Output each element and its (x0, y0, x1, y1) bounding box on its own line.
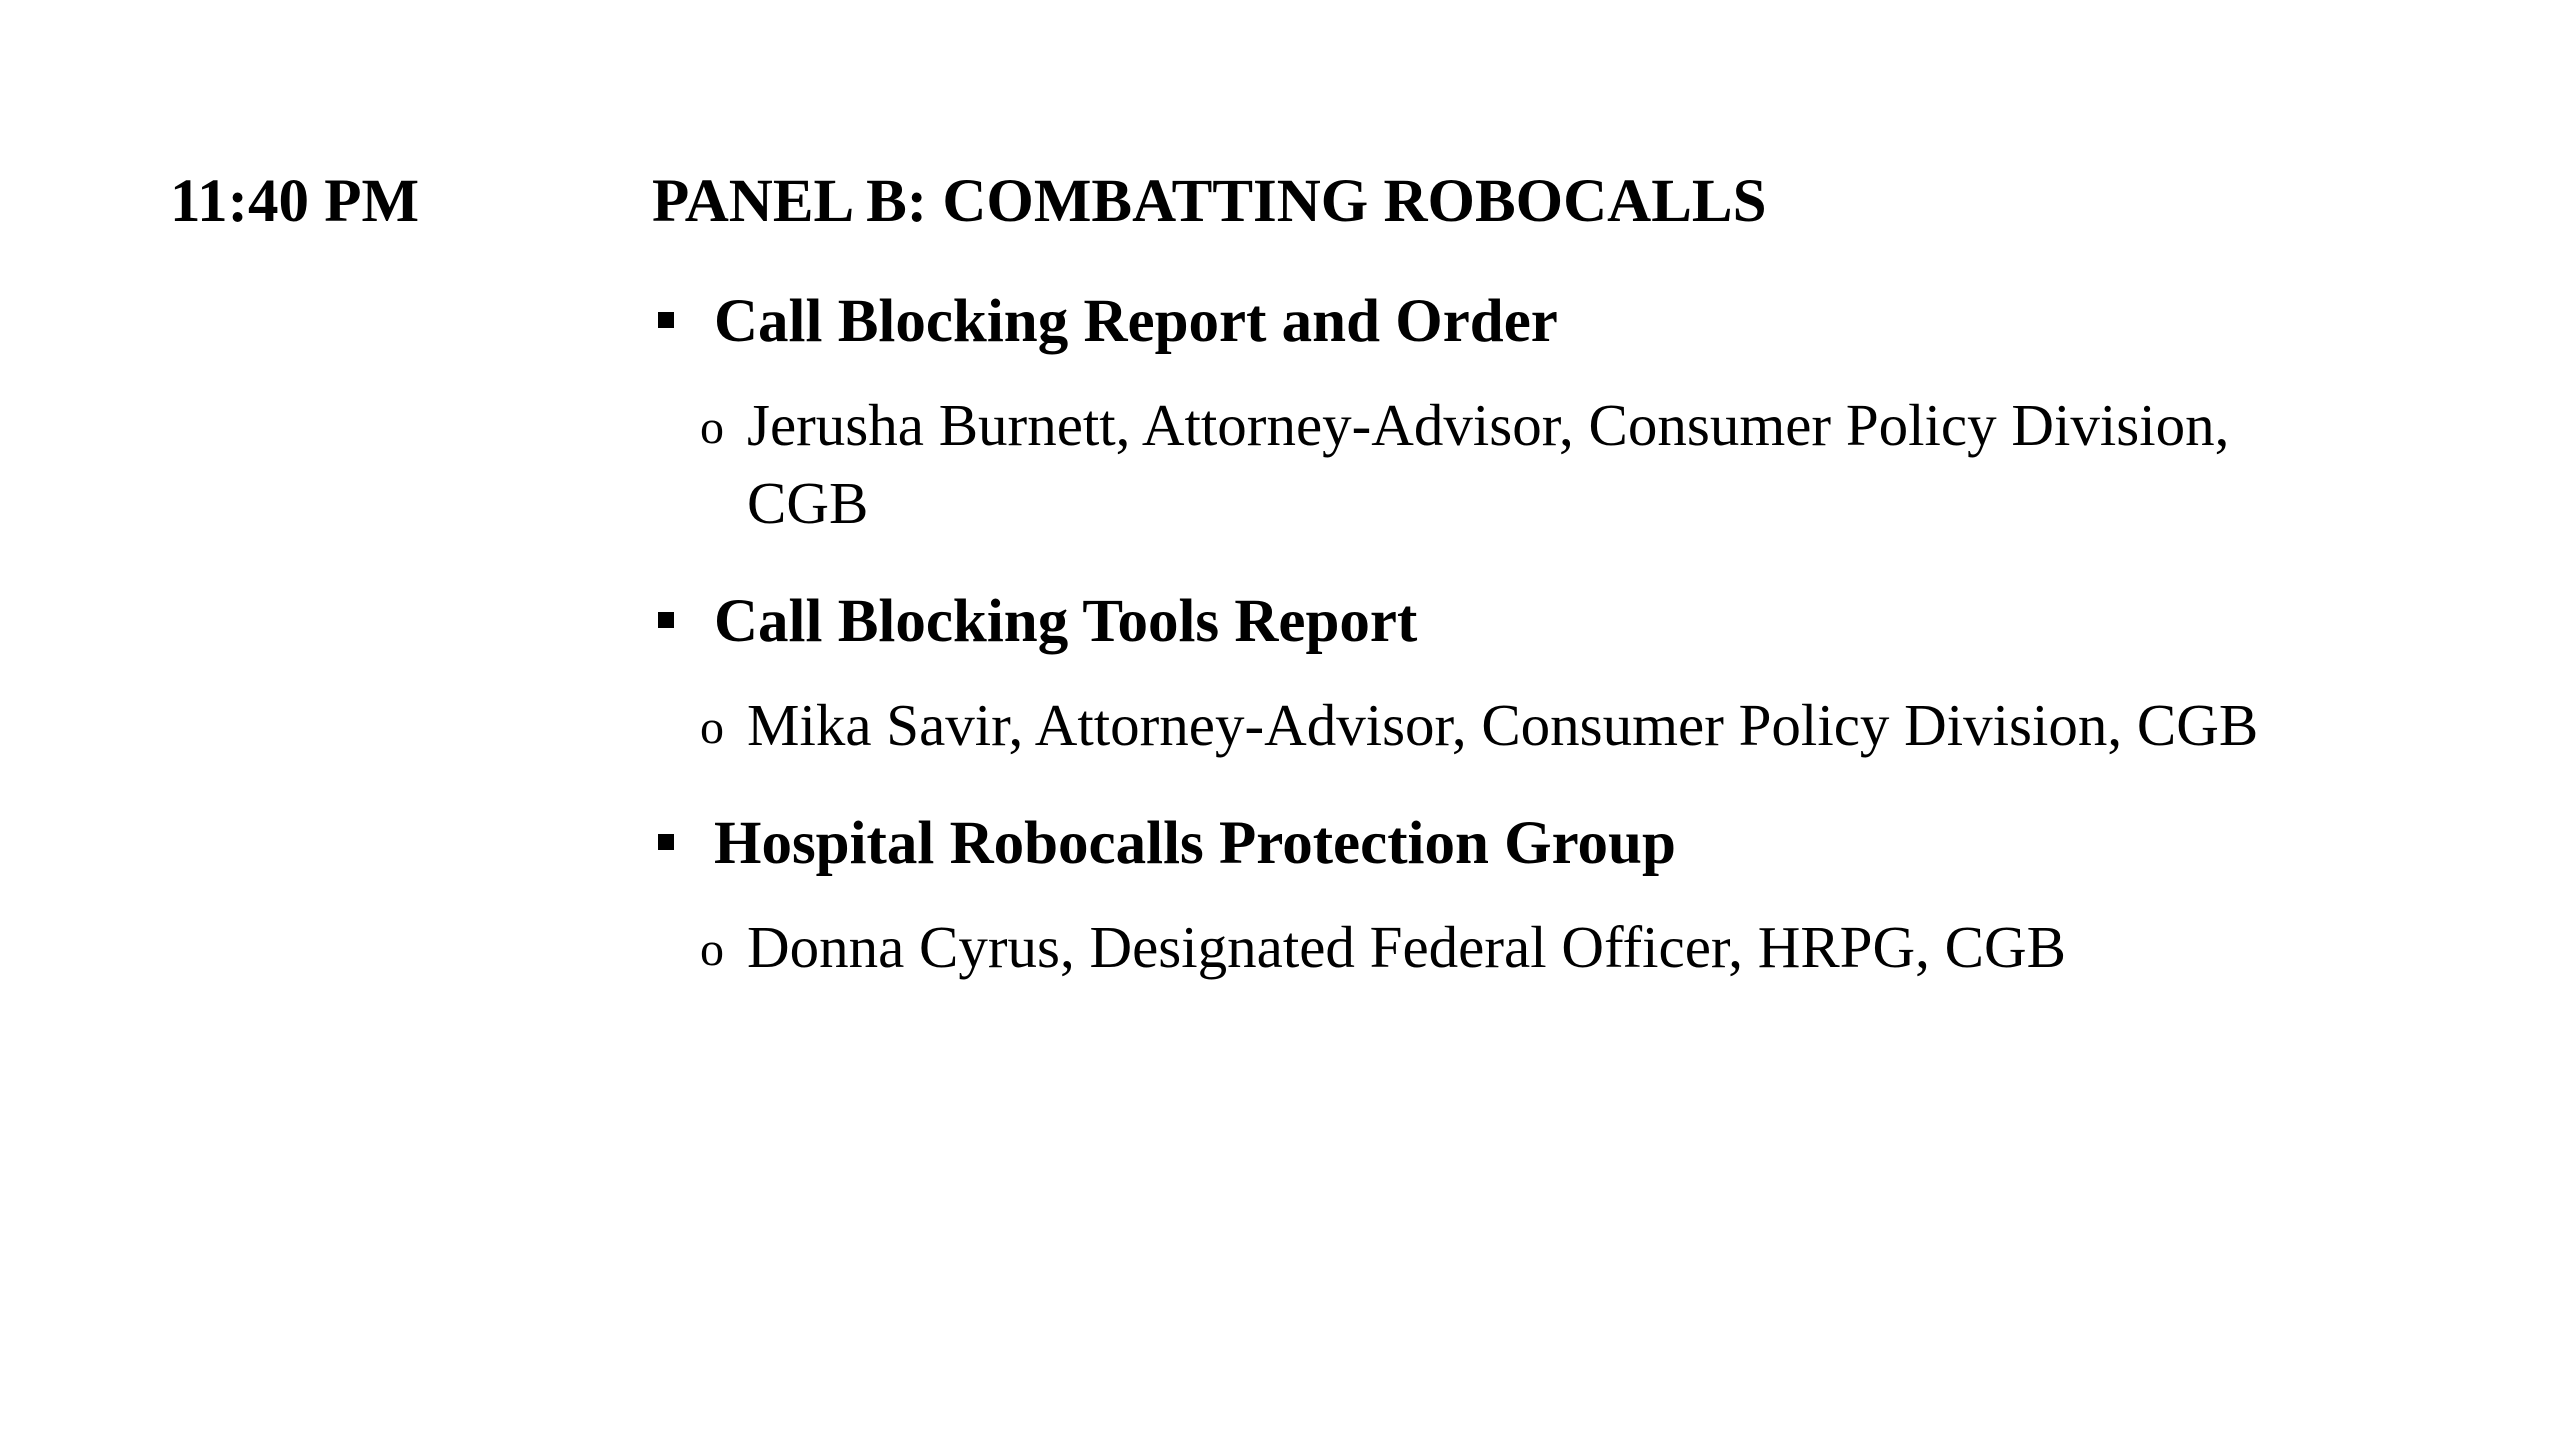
topic-item (652, 804, 2452, 884)
speaker-item (652, 686, 2327, 764)
topic-item (652, 582, 2452, 662)
circle-bullet-icon: o (700, 701, 724, 754)
square-bullet-icon (658, 834, 674, 850)
circle-bullet-icon: o (700, 923, 724, 976)
topic-title: Call Blocking Report and Order (714, 288, 1558, 355)
speaker-text: Jerusha Burnett, Attorney-Advisor, Consumer Policy Division, CGB (747, 392, 2230, 536)
circle-bullet-icon: o (700, 401, 724, 454)
speaker-text: Mika Savir, Attorney-Advisor, Consumer Policy Division, CGB (747, 692, 2259, 758)
panel-title: PANEL B: COMBATTING ROBOCALLS (652, 168, 1767, 235)
speaker-item (652, 908, 2327, 986)
square-bullet-icon (658, 612, 674, 628)
topic-title: Hospital Robocalls Protection Group (714, 810, 1676, 877)
speaker-item (652, 386, 2327, 542)
panel-section (652, 162, 2452, 986)
topic-item (652, 282, 2452, 362)
speaker-text: Donna Cyrus, Designated Federal Officer, HRPG, CGB (747, 914, 2066, 980)
session-time: 11:40 PM (170, 168, 420, 235)
square-bullet-icon (658, 312, 674, 328)
topic-title: Call Blocking Tools Report (714, 588, 1418, 655)
